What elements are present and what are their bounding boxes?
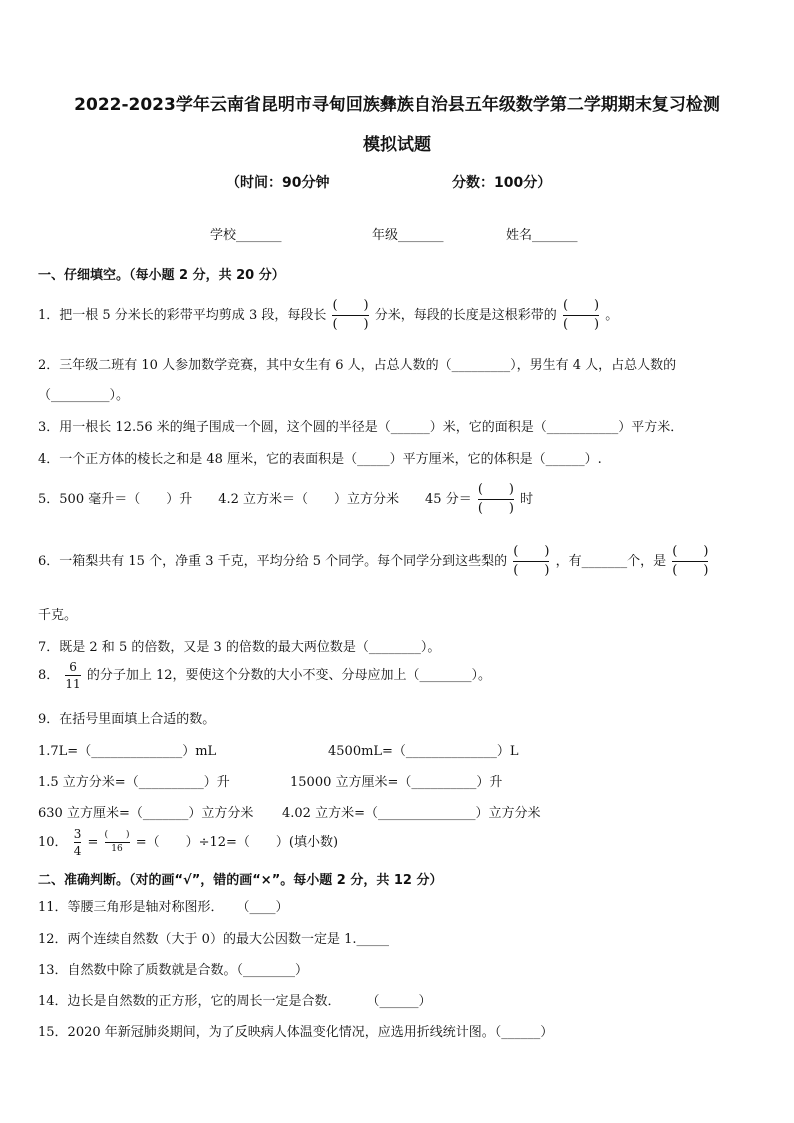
q9-item-2: 4500mL=（______________）L [328, 744, 519, 759]
time-label: （时间：90分钟 [226, 175, 330, 191]
q6-blank-fraction-2 [672, 544, 708, 579]
question-3: 3．用一根长 12.56 米的绳子围成一个圆，这个圆的半径是（______）米，它的面积是（___________）平方米． [38, 420, 684, 435]
q9-item-6: 4.02 立方米=（_______________）立方分米 [282, 806, 541, 821]
q8-denominator: 11 [65, 677, 81, 691]
q8-fraction [65, 660, 80, 691]
q1-text-b: 分米，每段的长度是这根彩带的 [374, 308, 557, 323]
q1-blank-fraction-2 [563, 298, 599, 333]
q9-item-3: 1.5 立方分米=（__________）升 [38, 775, 230, 790]
question-15: 15．2020 年新冠肺炎期间，为了反映病人体温变化情况，应选用折线统计图。（______） [38, 1025, 554, 1040]
question-5 [38, 482, 533, 517]
exam-title-line1: 2022-2023学年云南省昆明市寻甸回族彝族自治县五年级数学第二学期期末复习检测 [74, 95, 720, 115]
question-12: 12．两个连续自然数（大于 0）的最大公因数一定是 1._____ [38, 932, 389, 947]
q10-blank-denominator: 16 [111, 844, 123, 854]
section1-heading: 一、仔细填空。（每小题 2 分，共 20 分） [38, 268, 285, 283]
q8-numerator: 6 [69, 660, 77, 674]
blank-numerator: ( ) [332, 298, 369, 313]
score-label: 分数：100分） [452, 175, 552, 191]
question-7: 7．既是 2 和 5 的倍数，又是 3 的倍数的最大两位数是（________）。 [38, 640, 441, 655]
q6-text-a: 6．一箱梨共有 15 个，净重 3 千克，平均分给 5 个同学。每个同学分到这些梨的 [38, 554, 508, 569]
question-11: 11．等腰三角形是轴对称图形． （____） [38, 900, 289, 915]
q10-blank-fraction [105, 830, 130, 855]
question-1 [38, 298, 618, 333]
q10-equals: = [87, 835, 99, 850]
blank-numerator: ( ) [672, 544, 709, 559]
q8-text: 的分子加上 12，要使这个分数的大小不变、分母应加上（________）。 [86, 668, 492, 683]
q1-blank-fraction-1 [332, 298, 368, 333]
section2-heading: 二、准确判断。（对的画“√”，错的画“×”。每小题 2 分，共 12 分） [38, 873, 443, 888]
q1-text-c: 。 [605, 308, 619, 323]
q8-number: 8． [38, 668, 60, 683]
blank-numerator: ( ) [477, 482, 514, 497]
q5-text-b: 时 [520, 492, 534, 507]
q9-item-1: 1.7L=（______________）mL [38, 744, 217, 759]
q6-text-b: ，有_______个，是 [555, 554, 667, 569]
name-field: 姓名_______ [506, 228, 578, 243]
blank-denominator: ( ) [477, 501, 514, 516]
q5-blank-fraction [478, 482, 514, 517]
q10-fraction [74, 827, 82, 858]
school-field: 学校_______ [210, 228, 282, 243]
question-9: 9．在括号里面填上合适的数。 [38, 712, 216, 727]
question-8 [38, 660, 491, 691]
question-6-tail: 千克。 [38, 608, 78, 623]
q10-numerator: 3 [73, 827, 82, 841]
question-2-line2: （_________）。 [38, 388, 130, 403]
q10-number: 10． [38, 835, 68, 850]
question-14: 14．边长是自然数的正方形，它的周长一定是合数． （______） [38, 994, 432, 1009]
blank-numerator: ( ) [513, 544, 550, 559]
blank-denominator: ( ) [513, 563, 550, 578]
question-2-line1: 2．三年级二班有 10 人参加数学竞赛，其中女生有 6 人，占总人数的（_________），男生有 4 人，占总人数的 [38, 358, 677, 373]
question-6 [38, 544, 710, 579]
question-10 [38, 827, 338, 858]
q10-text: =（ ）÷12=（ ）(填小数) [135, 835, 339, 850]
q1-text-a: 1．把一根 5 分米长的彩带平均剪成 3 段，每段长 [38, 308, 327, 323]
blank-denominator: ( ) [672, 563, 709, 578]
q5-text-a: 5．500 毫升＝（ ）升 4.2 立方米＝（ ）立方分米 45 分＝ [38, 492, 472, 507]
q9-item-4: 15000 立方厘米=（__________）升 [290, 775, 503, 790]
q10-denominator: 4 [73, 844, 82, 858]
q10-blank-numerator: ( ) [104, 830, 130, 840]
blank-denominator: ( ) [332, 317, 369, 332]
exam-title-line2: 模拟试题 [363, 135, 431, 155]
q6-blank-fraction-1 [513, 544, 549, 579]
q9-item-5: 630 立方厘米=（_______）立方分米 [38, 806, 254, 821]
question-4: 4．一个正方体的棱长之和是 48 厘米，它的表面积是（_____）平方厘米，它的体积是（______）. [38, 452, 602, 467]
question-13: 13．自然数中除了质数就是合数。（________） [38, 963, 309, 978]
blank-denominator: ( ) [562, 317, 600, 332]
grade-field: 年级_______ [372, 228, 444, 243]
blank-numerator: ( ) [562, 298, 600, 313]
